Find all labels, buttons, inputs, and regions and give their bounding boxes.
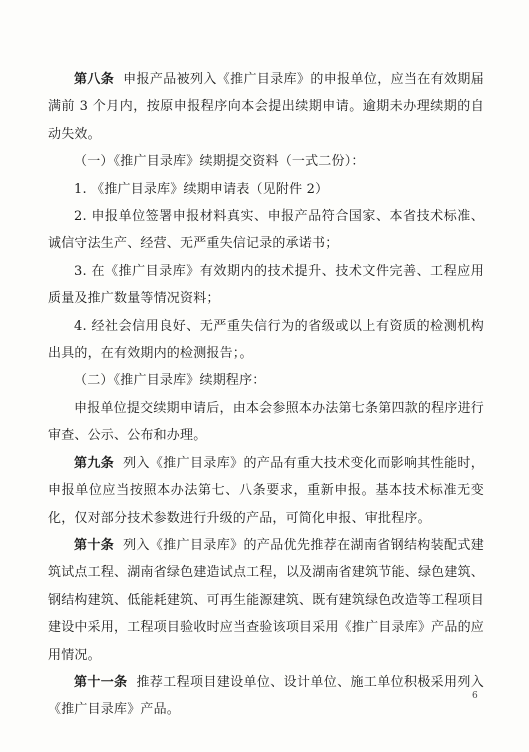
article-8-paragraph (48, 66, 484, 148)
article-8-text: 申报产品被列入《推广目录库》的申报单位，应当在有效期届满前 3 个月内，按原申报程序向本会提出续期申请。逾期未办理续期的自动失效。 (48, 72, 484, 142)
section-2-text: 申报单位提交续期申请后，由本会参照本办法第七条第四款的程序进行审查、公示、公布和办理。 (48, 400, 484, 444)
article-8-label: 第八条 (74, 72, 115, 87)
section-1-item-3: 3. 在《推广目录库》有效期内的技术提升、技术文件完善、工程应用质量及推广数量等情况资料； (48, 263, 484, 307)
section-1-heading: （一）《推广目录库》续期提交资料（一式二份）： (74, 154, 365, 170)
article-11-paragraph (48, 669, 484, 724)
article-10-label: 第十条 (74, 537, 115, 553)
document-body (48, 66, 484, 724)
article-11-label: 第十一条 (74, 674, 128, 690)
section-1-item-4: 4. 经社会信用良好、无严重失信行为的省级或以上有资质的检测机构出具的，在有效期内的检测报告；。 (48, 318, 484, 362)
article-9-label: 第九条 (74, 455, 115, 471)
article-10-text: 列入《推广目录库》的产品优先推荐在湖南省钢结构装配式建筑试点工程、湖南省绿色建造试点工程，以及湖南省建筑节能、绿色建筑、钢结构建筑、低能耗建筑、可再生能源建筑、既有建筑绿色改造等工程项目建设中采用，工程项目验收时应当查验该项目采用《推广目录库》产品的应用情况。 (48, 537, 484, 663)
section-1-item-2: 2. 申报单位签署申报材料真实、申报产品符合国家、本省技术标准、诚信守法生产、经营、无严重失信记录的承诺书； (48, 209, 484, 252)
article-11-text: 推荐工程项目建设单位、设计单位、施工单位积极采用列入《推广目录库》产品。 (48, 674, 485, 718)
page-number: 6 (472, 691, 478, 701)
article-10-paragraph (48, 532, 484, 669)
section-2-heading: （二）《推广目录库》续期程序： (74, 373, 266, 389)
article-9-text: 列入《推广目录库》的产品有重大技术变化而影响其性能时，申报单位应当按照本办法第七、八条要求，重新申报。基本技术标准无变化，仅对部分技术参数进行升级的产品，可简化申报、审批程序。 (48, 455, 484, 526)
article-9-paragraph (48, 450, 484, 532)
section-1-item-1: 1. 《推广目录库》续期申请表（见附件 2） (74, 181, 329, 197)
